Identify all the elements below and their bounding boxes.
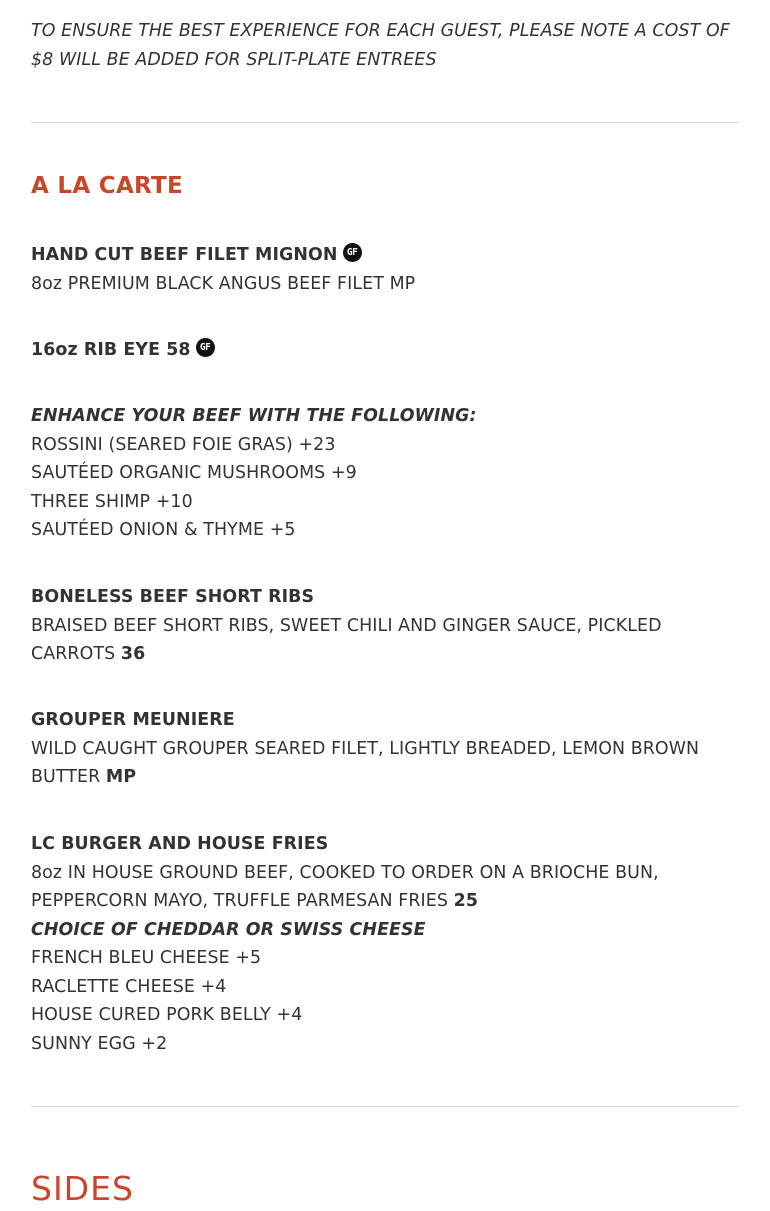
menu-item-filet-mignon bbox=[31, 241, 739, 298]
addon-item: ROSSINI (SEARED FOIE GRAS) +23 bbox=[31, 434, 336, 455]
item-name: 16oz RIB EYE 58 bbox=[31, 340, 191, 360]
item-name: HAND CUT BEEF FILET MIGNON bbox=[31, 245, 338, 265]
addon-item: SAUTÉED ONION & THYME +5 bbox=[31, 520, 296, 540]
item-description: 8oz IN HOUSE GROUND BEEF, COOKED TO ORDER ON A BRIOCHE BUN, PEPPERCORN MAYO, TRUFFLE PARMESAN FRIES bbox=[31, 862, 659, 911]
addon-item: RACLETTE CHEESE +4 bbox=[31, 976, 227, 997]
gluten-free-icon: GF bbox=[343, 243, 362, 262]
menu-item-short-ribs bbox=[31, 583, 739, 669]
enhancements-heading: ENHANCE YOUR BEEF WITH THE FOLLOWING: bbox=[31, 406, 477, 426]
beef-enhancements bbox=[31, 402, 739, 545]
item-description: WILD CAUGHT GROUPER SEARED FILET, LIGHTLY BREADED, LEMON BROWN BUTTER bbox=[31, 738, 700, 787]
addon-item: HOUSE CURED PORK BELLY +4 bbox=[31, 1005, 303, 1025]
item-price: MP bbox=[105, 767, 137, 787]
menu-item-rib-eye bbox=[31, 336, 739, 365]
item-price: 36 bbox=[120, 644, 146, 664]
addon-item: SUNNY EGG +2 bbox=[31, 1033, 168, 1054]
item-name: BONELESS BEEF SHORT RIBS bbox=[31, 587, 315, 607]
divider bbox=[31, 122, 739, 123]
item-price: 25 bbox=[453, 891, 479, 911]
addon-item: FRENCH BLEU CHEESE +5 bbox=[31, 948, 262, 968]
divider bbox=[31, 1106, 739, 1107]
item-description: BRAISED BEEF SHORT RIBS, SWEET CHILI AND GINGER SAUCE, PICKLED CARROTS bbox=[31, 615, 662, 664]
section-title-sides: SIDES bbox=[31, 1169, 134, 1208]
gluten-free-icon: GF bbox=[196, 338, 215, 357]
menu-item-burger bbox=[31, 830, 739, 1058]
cheese-choice-heading: CHOICE OF CHEDDAR OR SWISS CHEESE bbox=[31, 919, 426, 940]
item-name: GROUPER MEUNIERE bbox=[31, 710, 235, 730]
item-description: 8oz PREMIUM BLACK ANGUS BEEF FILET MP bbox=[31, 273, 416, 294]
section-title-a-la-carte: A LA CARTE bbox=[31, 173, 184, 199]
split-plate-notice: TO ENSURE THE BEST EXPERIENCE FOR EACH GUEST, PLEASE NOTE A COST OF $8 WILL BE ADDED FOR SPLIT-PLATE ENTREES bbox=[31, 21, 730, 70]
menu-item-grouper bbox=[31, 706, 739, 792]
item-name: LC BURGER AND HOUSE FRIES bbox=[31, 834, 329, 854]
addon-item: SAUTÉED ORGANIC MUSHROOMS +9 bbox=[31, 463, 357, 483]
addon-item: THREE SHIMP +10 bbox=[31, 491, 193, 512]
